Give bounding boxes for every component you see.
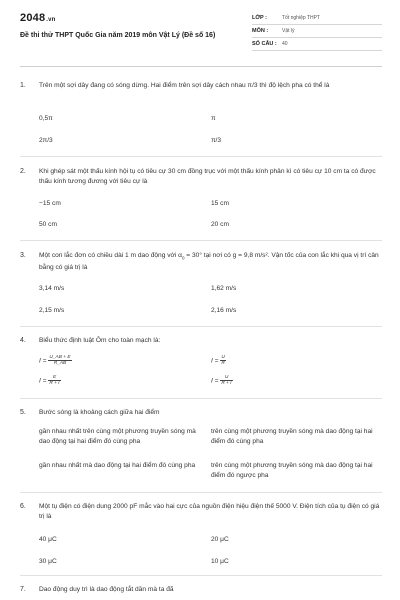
answer-option[interactable]: −15 cm xyxy=(39,200,61,207)
question-text: Trên một sợi dây đang có sóng dừng. Hai điểm trên sợi dây cách nhau π/3 thì độ lệch pha có thể là xyxy=(39,82,330,89)
question-number: 6. xyxy=(20,503,26,510)
answer-option[interactable]: I = $\frac{U}{R}$ xyxy=(211,355,225,366)
exam-meta xyxy=(252,12,382,51)
question-number: 1. xyxy=(20,82,26,89)
answer-option[interactable]: 2π/3 xyxy=(39,137,53,144)
question-text: Một tụ điện có điện dung 2000 pF mắc vào hai cực của nguồn điện hiệu điện thế 5000 V. Điện tích của tụ điện có giá trị là xyxy=(39,503,380,520)
question-divider xyxy=(20,398,382,399)
answer-option[interactable]: 2,16 m/s xyxy=(211,307,237,314)
question-text: Một con lắc đơn có chiều dài 1 m dao động với $\alpha_0 = 30^\circ$ tại nơi có g = 9,8 m/s². Vận tốc của con lắc khi qua vị trí cân bằng có giá trị là xyxy=(39,252,379,272)
answer-option[interactable]: 10 μC xyxy=(211,558,229,565)
question-divider xyxy=(20,240,382,241)
answer-option[interactable]: 50 cm xyxy=(39,221,57,228)
exam-title: Đề thi thử THPT Quốc Gia năm 2019 môn Vật Lý (Đề số 16) xyxy=(20,32,216,39)
answer-option[interactable]: gần nhau nhất trên cùng một phương truyền sóng mà dao động tại hai điểm đó cùng pha xyxy=(39,428,196,445)
answer-option[interactable]: trên cùng một phương truyền sóng mà dao động tại hai điểm đó cùng pha xyxy=(211,428,373,445)
answer-option[interactable]: 2,15 m/s xyxy=(39,307,65,314)
answer-option[interactable]: π xyxy=(211,115,216,122)
site-logo[interactable]: 2048.vn xyxy=(20,12,56,24)
answer-option[interactable]: 15 cm xyxy=(211,200,229,207)
answer-option[interactable]: 3,14 m/s xyxy=(39,285,65,292)
answer-option[interactable]: 40 μC xyxy=(39,536,57,543)
question-number: 5. xyxy=(20,409,26,416)
answer-option[interactable]: 20 cm xyxy=(211,221,229,228)
question-number: 3. xyxy=(20,252,26,259)
answer-option[interactable]: 0,5π xyxy=(39,115,53,122)
answer-option[interactable]: 20 μC xyxy=(211,536,229,543)
meta-row-class: LỚP : Tốt nghiệp THPT xyxy=(252,12,382,25)
question-text: Biểu thức định luật Ôm cho toàn mạch là: xyxy=(39,337,161,344)
question-text: Khi ghép sát một thấu kính hội tụ có tiêu cự 30 cm đồng trục với một thấu kính phân kì có tiêu cự 10 cm ta có được thấu kính tương đương với tiêu cự là xyxy=(39,168,376,185)
answer-option[interactable]: I = $\frac{U\_AB + E}{R\_AB}$ xyxy=(39,355,71,366)
meta-row-count: SỐ CÂU : 40 xyxy=(252,38,382,51)
answer-option[interactable]: 30 μC xyxy=(39,558,57,565)
question-text: Bước sóng là khoảng cách giữa hai điểm xyxy=(39,409,160,416)
question-number: 2. xyxy=(20,168,26,175)
header-divider xyxy=(20,66,382,67)
answer-option[interactable]: gần nhau nhất mà dao động tại hai điểm đó cùng pha xyxy=(39,462,196,469)
question-number: 4. xyxy=(20,337,26,344)
answer-option[interactable]: I = $\frac{U}{R + r}$ xyxy=(211,375,232,386)
question-divider xyxy=(20,575,382,576)
question-divider xyxy=(20,326,382,327)
question-divider xyxy=(20,156,382,157)
meta-row-subject: MÔN : Vật lý xyxy=(252,25,382,38)
question-number: 7. xyxy=(20,586,26,593)
answer-option[interactable]: 1,62 m/s xyxy=(211,285,237,292)
exam-header xyxy=(20,12,382,62)
answer-option[interactable]: I = $\frac{E}{R + r}$ xyxy=(39,375,60,386)
answer-option[interactable]: π/3 xyxy=(211,137,222,144)
question-text: Dao động duy trì là dao động tắt dần mà ta đã xyxy=(39,586,174,593)
question-divider xyxy=(20,492,382,493)
answer-option[interactable]: trên cùng một phương truyền sóng mà dao động tại hai điểm đó ngược pha xyxy=(211,462,373,479)
